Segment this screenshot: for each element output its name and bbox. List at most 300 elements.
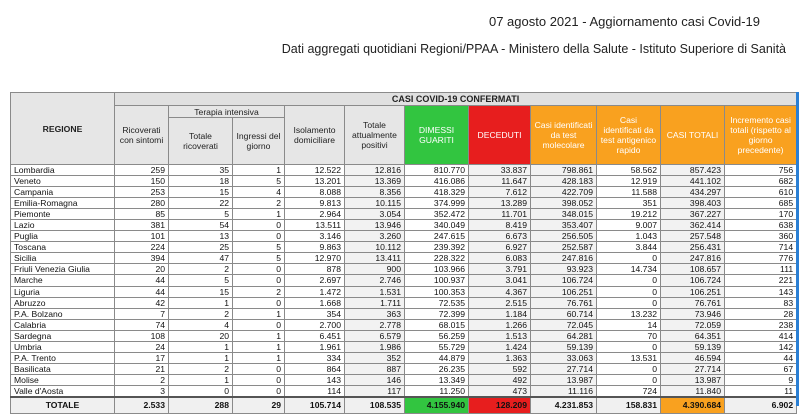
value-cell: 170 (725, 209, 797, 220)
value-cell: 394 (115, 253, 169, 264)
table-row (11, 297, 797, 308)
value-cell: 33.063 (531, 352, 597, 363)
value-cell: 422.709 (531, 187, 597, 198)
value-cell: 117 (345, 385, 405, 397)
table-row (11, 231, 797, 242)
value-cell: 0 (233, 231, 285, 242)
region-name-cell: Sardegna (11, 330, 115, 341)
value-cell: 1 (233, 165, 285, 176)
value-cell: 247.615 (405, 231, 469, 242)
value-cell: 878 (285, 264, 345, 275)
value-cell: 256.505 (531, 231, 597, 242)
value-cell: 280 (115, 198, 169, 209)
value-cell: 64.351 (661, 330, 725, 341)
value-cell: 106.724 (661, 275, 725, 286)
region-header (11, 93, 115, 165)
region-name-cell: Marche (11, 275, 115, 286)
totals-value-cell: 158.831 (597, 397, 661, 414)
region-name-cell: P.A. Bolzano (11, 308, 115, 319)
value-cell: 13.201 (285, 176, 345, 187)
value-cell: 221 (725, 275, 797, 286)
value-cell: 334 (285, 352, 345, 363)
table-row (11, 363, 797, 374)
value-cell: 9 (725, 374, 797, 385)
value-cell: 2.778 (345, 319, 405, 330)
region-name-cell: Lazio (11, 220, 115, 231)
value-cell: 441.102 (661, 176, 725, 187)
region-header-label: REGIONE (42, 123, 83, 134)
value-cell: 756 (725, 165, 797, 176)
value-cell: 492 (469, 374, 531, 385)
region-name-cell: Toscana (11, 242, 115, 253)
value-cell: 1.961 (285, 341, 345, 352)
value-cell: 25 (169, 242, 233, 253)
table-row (11, 187, 797, 198)
value-cell: 224 (115, 242, 169, 253)
table-banner: CASI COVID-19 CONFERMATI (115, 93, 797, 106)
value-cell: 73.946 (661, 308, 725, 319)
value-cell: 259 (115, 165, 169, 176)
value-cell: 58.562 (597, 165, 661, 176)
value-cell: 13.289 (469, 198, 531, 209)
value-cell: 93.923 (531, 264, 597, 275)
value-cell: 1 (169, 374, 233, 385)
value-cell: 56.259 (405, 330, 469, 341)
value-cell: 1 (169, 341, 233, 352)
value-cell: 2.697 (285, 275, 345, 286)
value-cell: 3.791 (469, 264, 531, 275)
value-cell: 0 (597, 341, 661, 352)
value-cell: 0 (233, 319, 285, 330)
col-test-antigenico: Casi identificati da test antigenico rapido (597, 106, 661, 165)
totals-value-cell: 2.533 (115, 397, 169, 414)
value-cell: 2 (233, 286, 285, 297)
value-cell: 3.844 (597, 242, 661, 253)
value-cell: 13.411 (345, 253, 405, 264)
table-row (11, 286, 797, 297)
col-ricoverati: Ricoverati con sintomi (115, 106, 169, 165)
value-cell: 143 (725, 286, 797, 297)
value-cell: 1.513 (469, 330, 531, 341)
value-cell: 3.146 (285, 231, 345, 242)
value-cell: 1 (169, 297, 233, 308)
value-cell: 2.700 (285, 319, 345, 330)
value-cell: 19.212 (597, 209, 661, 220)
value-cell: 228.322 (405, 253, 469, 264)
value-cell: 5 (233, 242, 285, 253)
value-cell: 352.472 (405, 209, 469, 220)
value-cell: 42 (115, 297, 169, 308)
value-cell: 83 (725, 297, 797, 308)
value-cell: 2 (169, 363, 233, 374)
value-cell: 2 (115, 374, 169, 385)
value-cell: 9.007 (597, 220, 661, 231)
value-cell: 887 (345, 363, 405, 374)
value-cell: 14 (597, 319, 661, 330)
value-cell: 1.986 (345, 341, 405, 352)
value-cell: 416.086 (405, 176, 469, 187)
table-row (11, 242, 797, 253)
value-cell: 5 (233, 176, 285, 187)
value-cell: 247.816 (531, 253, 597, 264)
totals-value-cell: 6.902 (725, 397, 797, 414)
totals-value-cell: 108.535 (345, 397, 405, 414)
value-cell: 352 (345, 352, 405, 363)
table-row (11, 176, 797, 187)
value-cell: 26.235 (405, 363, 469, 374)
value-cell: 353.407 (531, 220, 597, 231)
col-totale-positivi: Totale attualmente positivi (345, 106, 405, 165)
value-cell: 106.724 (531, 275, 597, 286)
value-cell: 1.424 (469, 341, 531, 352)
value-cell: 10.115 (345, 198, 405, 209)
value-cell: 1.472 (285, 286, 345, 297)
value-cell: 0 (597, 363, 661, 374)
value-cell: 60.714 (531, 308, 597, 319)
value-cell: 76.761 (531, 297, 597, 308)
table-row (11, 220, 797, 231)
value-cell: 20 (115, 264, 169, 275)
value-cell: 12.970 (285, 253, 345, 264)
totals-value-cell: 4.155.940 (405, 397, 469, 414)
value-cell: 428.183 (531, 176, 597, 187)
value-cell: 362.414 (661, 220, 725, 231)
value-cell: 0 (233, 220, 285, 231)
value-cell: 13.987 (531, 374, 597, 385)
value-cell: 11.250 (405, 385, 469, 397)
value-cell: 13.349 (405, 374, 469, 385)
value-cell: 4.367 (469, 286, 531, 297)
value-cell: 35 (169, 165, 233, 176)
value-cell: 54 (169, 220, 233, 231)
value-cell: 12.919 (597, 176, 661, 187)
value-cell: 7 (115, 308, 169, 319)
group-terapia-intensiva: Terapia intensiva (169, 106, 285, 118)
value-cell: 857.423 (661, 165, 725, 176)
table-row (11, 264, 797, 275)
value-cell: 3.260 (345, 231, 405, 242)
value-cell: 1 (233, 308, 285, 319)
value-cell: 4 (233, 187, 285, 198)
value-cell: 142 (725, 341, 797, 352)
value-cell: 74 (115, 319, 169, 330)
value-cell: 13.511 (285, 220, 345, 231)
value-cell: 11.116 (531, 385, 597, 397)
value-cell: 348.015 (531, 209, 597, 220)
region-name-cell: Campania (11, 187, 115, 198)
region-name-cell: Puglia (11, 231, 115, 242)
value-cell: 714 (725, 242, 797, 253)
value-cell: 59.139 (661, 341, 725, 352)
value-cell: 101 (115, 231, 169, 242)
value-cell: 72.535 (405, 297, 469, 308)
value-cell: 5 (169, 209, 233, 220)
totals-value-cell: 128.209 (469, 397, 531, 414)
value-cell: 2 (169, 264, 233, 275)
value-cell: 106.251 (531, 286, 597, 297)
value-cell: 367.227 (661, 209, 725, 220)
value-cell: 13.232 (597, 308, 661, 319)
value-cell: 10.112 (345, 242, 405, 253)
value-cell: 5 (233, 253, 285, 264)
col-test-molecolare: Casi identificati da test molecolare (531, 106, 597, 165)
value-cell: 418.329 (405, 187, 469, 198)
value-cell: 864 (285, 363, 345, 374)
value-cell: 13.531 (597, 352, 661, 363)
value-cell: 682 (725, 176, 797, 187)
value-cell: 13.987 (661, 374, 725, 385)
table-row (11, 352, 797, 363)
value-cell: 11.588 (597, 187, 661, 198)
value-cell: 44.879 (405, 352, 469, 363)
value-cell: 0 (233, 363, 285, 374)
value-cell: 9.863 (285, 242, 345, 253)
value-cell: 638 (725, 220, 797, 231)
value-cell: 2 (233, 198, 285, 209)
value-cell: 810.770 (405, 165, 469, 176)
value-cell: 44 (115, 275, 169, 286)
value-cell: 13.369 (345, 176, 405, 187)
value-cell: 7.612 (469, 187, 531, 198)
accent-bar (796, 92, 799, 406)
value-cell: 108 (115, 330, 169, 341)
value-cell: 100.353 (405, 286, 469, 297)
value-cell: 150 (115, 176, 169, 187)
value-cell: 1.531 (345, 286, 405, 297)
value-cell: 0 (233, 385, 285, 397)
value-cell: 13.946 (345, 220, 405, 231)
table-row (11, 275, 797, 286)
value-cell: 17 (115, 352, 169, 363)
region-name-cell: Abruzzo (11, 297, 115, 308)
value-cell: 685 (725, 198, 797, 209)
value-cell: 0 (233, 264, 285, 275)
value-cell: 27.714 (661, 363, 725, 374)
value-cell: 108.657 (661, 264, 725, 275)
value-cell: 798.861 (531, 165, 597, 176)
value-cell: 473 (469, 385, 531, 397)
col-incremento: Incremento casi totali (rispetto al giorno precedente) (725, 106, 797, 165)
value-cell: 398.403 (661, 198, 725, 209)
value-cell: 414 (725, 330, 797, 341)
value-cell: 28 (725, 308, 797, 319)
region-name-cell: Umbria (11, 341, 115, 352)
value-cell: 14.734 (597, 264, 661, 275)
value-cell: 8.356 (345, 187, 405, 198)
col-casi-totali: CASI TOTALI (661, 106, 725, 165)
value-cell: 143 (285, 374, 345, 385)
value-cell: 0 (233, 297, 285, 308)
region-name-cell: Lombardia (11, 165, 115, 176)
value-cell: 22 (169, 198, 233, 209)
value-cell: 340.049 (405, 220, 469, 231)
value-cell: 27.714 (531, 363, 597, 374)
value-cell: 47 (169, 253, 233, 264)
value-cell: 1 (233, 330, 285, 341)
totals-label-cell: TOTALE (11, 397, 115, 414)
value-cell: 0 (233, 374, 285, 385)
value-cell: 0 (597, 253, 661, 264)
value-cell: 724 (597, 385, 661, 397)
value-cell: 67 (725, 363, 797, 374)
value-cell: 6.083 (469, 253, 531, 264)
table-row (11, 385, 797, 397)
table-row (11, 209, 797, 220)
value-cell: 11 (725, 385, 797, 397)
value-cell: 11.840 (661, 385, 725, 397)
value-cell: 59.139 (531, 341, 597, 352)
value-cell: 85 (115, 209, 169, 220)
value-cell: 18 (169, 176, 233, 187)
value-cell: 146 (345, 374, 405, 385)
value-cell: 900 (345, 264, 405, 275)
value-cell: 398.052 (531, 198, 597, 209)
value-cell: 64.281 (531, 330, 597, 341)
col-isolamento: Isolamento domiciliare (285, 106, 345, 165)
value-cell: 3.041 (469, 275, 531, 286)
value-cell: 111 (725, 264, 797, 275)
value-cell: 0 (597, 374, 661, 385)
value-cell: 72.059 (661, 319, 725, 330)
col-dimessi-guariti: DIMESSI GUARITI (405, 106, 469, 165)
value-cell: 8.088 (285, 187, 345, 198)
value-cell: 72.045 (531, 319, 597, 330)
value-cell: 11.647 (469, 176, 531, 187)
table-row (11, 198, 797, 209)
value-cell: 12.816 (345, 165, 405, 176)
table-body (11, 165, 797, 397)
region-name-cell: Sicilia (11, 253, 115, 264)
table-row (11, 253, 797, 264)
totals-value-cell: 288 (169, 397, 233, 414)
value-cell: 257.548 (661, 231, 725, 242)
covid-cases-table-container (10, 92, 796, 411)
value-cell: 1.043 (597, 231, 661, 242)
value-cell: 106.251 (661, 286, 725, 297)
totals-row (11, 397, 797, 414)
report-header (0, 0, 800, 84)
region-name-cell: Piemonte (11, 209, 115, 220)
value-cell: 381 (115, 220, 169, 231)
value-cell: 1.266 (469, 319, 531, 330)
table-row (11, 330, 797, 341)
value-cell: 374.999 (405, 198, 469, 209)
value-cell: 1 (233, 352, 285, 363)
value-cell: 776 (725, 253, 797, 264)
value-cell: 3.054 (345, 209, 405, 220)
table-row (11, 319, 797, 330)
table-row (11, 374, 797, 385)
value-cell: 1.711 (345, 297, 405, 308)
value-cell: 76.761 (661, 297, 725, 308)
value-cell: 0 (169, 385, 233, 397)
totals-value-cell: 4.390.684 (661, 397, 725, 414)
totals-value-cell: 105.714 (285, 397, 345, 414)
covid-cases-table (10, 92, 797, 414)
value-cell: 610 (725, 187, 797, 198)
value-cell: 114 (285, 385, 345, 397)
region-name-cell: Valle d'Aosta (11, 385, 115, 397)
region-name-cell: Basilicata (11, 363, 115, 374)
value-cell: 70 (597, 330, 661, 341)
col-deceduti: DECEDUTI (469, 106, 531, 165)
value-cell: 2.746 (345, 275, 405, 286)
value-cell: 9.813 (285, 198, 345, 209)
region-name-cell: Calabria (11, 319, 115, 330)
value-cell: 6.451 (285, 330, 345, 341)
value-cell: 8.419 (469, 220, 531, 231)
value-cell: 5 (169, 275, 233, 286)
value-cell: 2.964 (285, 209, 345, 220)
value-cell: 21 (115, 363, 169, 374)
value-cell: 72.399 (405, 308, 469, 319)
value-cell: 15 (169, 187, 233, 198)
value-cell: 238 (725, 319, 797, 330)
report-date-title: 07 agosto 2021 - Aggiornamento casi Covid-19 (488, 14, 760, 29)
value-cell: 253 (115, 187, 169, 198)
region-name-cell: P.A. Trento (11, 352, 115, 363)
value-cell: 12.522 (285, 165, 345, 176)
value-cell: 247.816 (661, 253, 725, 264)
value-cell: 46.594 (661, 352, 725, 363)
value-cell: 6.927 (469, 242, 531, 253)
value-cell: 55.729 (405, 341, 469, 352)
totals-value-cell: 4.231.853 (531, 397, 597, 414)
value-cell: 1.668 (285, 297, 345, 308)
region-name-cell: Veneto (11, 176, 115, 187)
value-cell: 360 (725, 231, 797, 242)
table-row (11, 165, 797, 176)
region-name-cell: Molise (11, 374, 115, 385)
col-totale-ricoverati: Totale ricoverati (169, 118, 233, 165)
value-cell: 592 (469, 363, 531, 374)
value-cell: 1 (233, 209, 285, 220)
value-cell: 1 (233, 341, 285, 352)
value-cell: 434.297 (661, 187, 725, 198)
value-cell: 44 (725, 352, 797, 363)
value-cell: 239.392 (405, 242, 469, 253)
value-cell: 44 (115, 286, 169, 297)
value-cell: 354 (285, 308, 345, 319)
col-ingressi-giorno: Ingressi del giorno (233, 118, 285, 165)
value-cell: 24 (115, 341, 169, 352)
value-cell: 363 (345, 308, 405, 319)
value-cell: 15 (169, 286, 233, 297)
value-cell: 13 (169, 231, 233, 242)
value-cell: 100.937 (405, 275, 469, 286)
value-cell: 256.431 (661, 242, 725, 253)
value-cell: 2.515 (469, 297, 531, 308)
value-cell: 103.966 (405, 264, 469, 275)
value-cell: 6.579 (345, 330, 405, 341)
value-cell: 2 (169, 308, 233, 319)
report-source: Dati aggregati quotidiani Regioni/PPAA - Ministero della Salute - Istituto Superiore di Sanità (281, 42, 786, 56)
value-cell: 252.587 (531, 242, 597, 253)
totals-value-cell: 29 (233, 397, 285, 414)
value-cell: 0 (597, 275, 661, 286)
value-cell: 1.363 (469, 352, 531, 363)
value-cell: 0 (233, 275, 285, 286)
table-row (11, 341, 797, 352)
value-cell: 20 (169, 330, 233, 341)
region-name-cell: Emilia-Romagna (11, 198, 115, 209)
value-cell: 1 (169, 352, 233, 363)
value-cell: 4 (169, 319, 233, 330)
value-cell: 0 (597, 297, 661, 308)
region-name-cell: Friuli Venezia Giulia (11, 264, 115, 275)
value-cell: 351 (597, 198, 661, 209)
value-cell: 3 (115, 385, 169, 397)
